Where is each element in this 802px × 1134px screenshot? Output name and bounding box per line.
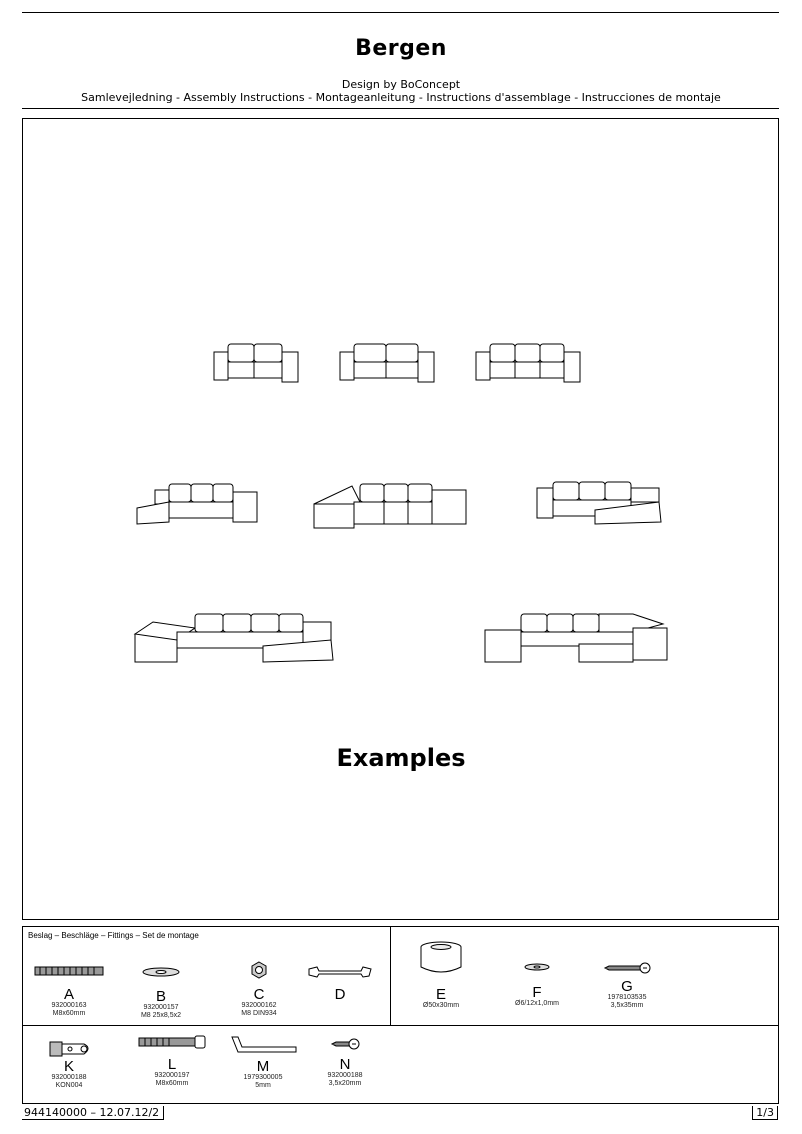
part-code: 932000188 <box>327 1072 363 1079</box>
part-code: 932000188 <box>51 1074 87 1081</box>
part-a <box>31 965 107 1018</box>
threaded-rod-icon <box>34 965 104 977</box>
design-credit: Design by BoConcept <box>341 78 461 91</box>
part-code: 932000162 <box>241 1002 277 1009</box>
part-size: Ø6/12x1,0mm <box>515 1000 559 1007</box>
part-letter: A <box>63 986 74 1003</box>
part-size: M8 DIN934 <box>241 1010 277 1017</box>
part-letter: L <box>167 1056 177 1073</box>
chaise-left-sofa-icon <box>135 480 261 526</box>
part-k <box>31 1039 107 1090</box>
part-code: 1979300005 <box>243 1074 283 1081</box>
part-letter: C <box>253 986 265 1003</box>
page-title: Bergen <box>355 36 447 61</box>
part-m <box>223 1035 303 1090</box>
document-code: 944140000 – 12.07.12/2 <box>22 1106 164 1120</box>
part-size: KON004 <box>55 1082 83 1089</box>
small-washer-icon <box>523 963 551 971</box>
part-c <box>221 961 297 1018</box>
connector-bracket-icon <box>44 1039 94 1057</box>
part-size: 3,5x20mm <box>328 1080 362 1087</box>
part-size: M8x60mm <box>155 1080 189 1087</box>
part-code: 932000197 <box>154 1072 190 1079</box>
chaise-right-sofa-icon <box>535 478 663 526</box>
part-code: 932000157 <box>143 1004 179 1011</box>
allen-key-icon <box>228 1035 298 1057</box>
part-size: M8 25x8,5x2 <box>140 1012 182 1019</box>
part-f <box>499 963 575 1008</box>
sofa-3-seat-icon <box>474 340 582 384</box>
part-size: 5mm <box>255 1082 271 1089</box>
part-letter: K <box>63 1058 74 1075</box>
hex-nut-icon <box>250 961 268 979</box>
part-b <box>123 967 199 1020</box>
part-l <box>127 1035 217 1088</box>
top-rule <box>22 12 779 13</box>
page-number: 1/3 <box>752 1106 778 1120</box>
part-letter: F <box>532 984 542 1001</box>
header-rule <box>22 108 779 109</box>
screw-icon <box>603 961 651 975</box>
wrench-icon <box>307 965 373 979</box>
part-letter: N <box>339 1056 351 1073</box>
part-size: Ø50x30mm <box>422 1002 460 1009</box>
foot-cylinder-icon <box>419 941 463 975</box>
part-code: 932000163 <box>51 1002 87 1009</box>
examples-label: Examples <box>336 744 466 772</box>
part-letter: D <box>334 986 346 1003</box>
short-screw-icon <box>330 1037 360 1051</box>
part-code: 1978103535 <box>607 994 647 1001</box>
part-d <box>305 965 375 1002</box>
fittings-title: Beslag – Beschläge – Fittings – Set de montage <box>28 931 199 940</box>
part-size: 3,5x35mm <box>610 1002 644 1009</box>
u-sofa-left-icon <box>133 610 335 664</box>
u-sofa-right-icon <box>483 610 671 666</box>
fittings-divider-vertical <box>390 927 391 1025</box>
part-size: M8x60mm <box>52 1010 86 1017</box>
washer-icon <box>141 967 181 977</box>
part-letter: G <box>621 978 633 995</box>
fittings-divider-horizontal <box>23 1025 778 1026</box>
part-letter: B <box>155 988 166 1005</box>
part-letter: M <box>256 1058 270 1075</box>
part-n <box>307 1037 383 1088</box>
fittings-panel <box>22 926 779 1104</box>
part-letter: E <box>435 986 446 1003</box>
corner-sofa-icon <box>312 478 472 530</box>
sofa-2-5-seat-icon <box>338 340 436 384</box>
part-e <box>403 941 479 1010</box>
instructions-subtitle: Samlevejledning - Assembly Instructions - Montageanleitung - Instructions d'assemblage - Instrucciones de montaje <box>81 91 721 104</box>
part-g <box>589 961 665 1010</box>
bolt-icon <box>137 1035 207 1049</box>
sofa-2-seat-icon <box>212 340 300 384</box>
